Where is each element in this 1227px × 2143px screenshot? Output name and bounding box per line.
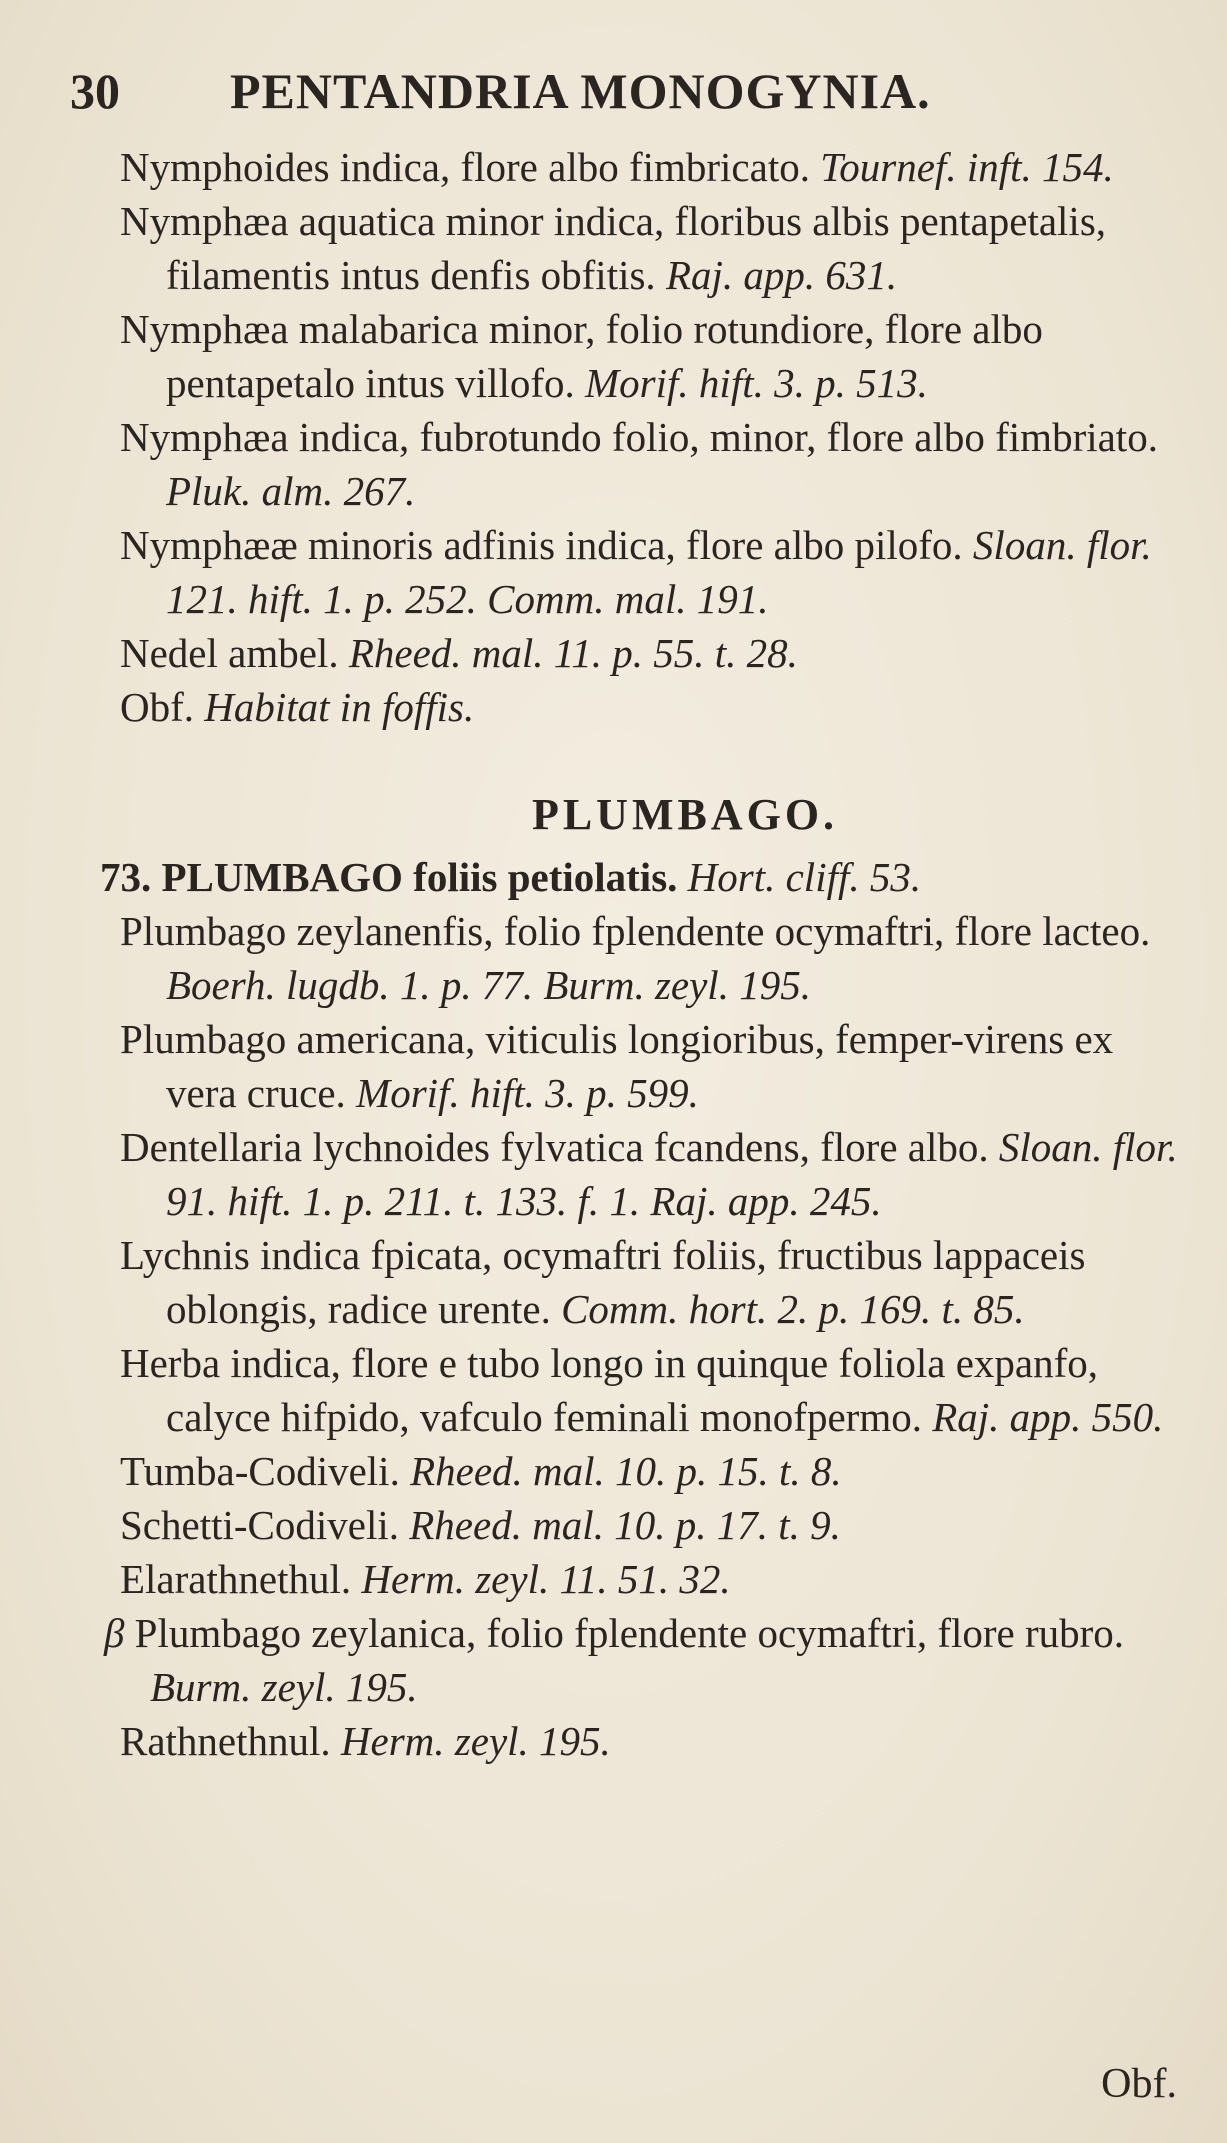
variety-entry bbox=[104, 1606, 1180, 1714]
species-number: 73. bbox=[100, 854, 152, 900]
synonym-entry bbox=[120, 518, 1180, 626]
synonym-text: Nedel ambel. bbox=[120, 630, 339, 676]
synonym-text: Nymphæa malabarica minor, folio rotundiore, flore albo pentapetalo intus villofo. bbox=[120, 306, 1043, 406]
synonym-reference: Raj. app. 550. bbox=[932, 1394, 1164, 1440]
synonym-reference: Herm. zeyl. 195. bbox=[340, 1718, 611, 1764]
synonym-entry bbox=[120, 1552, 1180, 1606]
synonym-entry bbox=[120, 1228, 1180, 1336]
synonym-entry bbox=[120, 904, 1180, 1012]
species-reference: Hort. cliff. 53. bbox=[687, 854, 922, 900]
synonym-text: Tumba-Codiveli. bbox=[120, 1448, 400, 1494]
synonym-reference: Rheed. mal. 11. p. 55. t. 28. bbox=[348, 630, 798, 676]
synonym-entry bbox=[120, 1498, 1180, 1552]
synonym-text: Lychnis indica fpicata, ocymaftri foliis, fructibus lappaceis oblongis, radice urente. bbox=[120, 1232, 1086, 1332]
synonym-text: Nymphææ minoris adfinis indica, flore albo pilofo. bbox=[120, 522, 963, 568]
synonym-text: Nymphæa aquatica minor indica, floribus albis pentapetalis, filamentis intus denfis obfitis. bbox=[120, 198, 1107, 298]
genus-heading: PLUMBAGO. bbox=[531, 790, 839, 839]
observation-label: Obf. bbox=[120, 684, 195, 730]
synonym-reference: Sloan. flor. 121. hift. 1. p. 252. Comm. mal. 191. bbox=[166, 522, 1152, 622]
synonym-text: Elarathnethul. bbox=[120, 1556, 352, 1602]
synonym-entry bbox=[120, 1444, 1180, 1498]
species-diagnosis: PLUMBAGO foliis petiolatis. bbox=[161, 854, 678, 900]
running-head: PENTANDRIA MONOGYNIA. bbox=[230, 63, 931, 119]
synonym-text: Plumbago americana, viticulis longioribus, femper-virens ex vera cruce. bbox=[120, 1016, 1114, 1116]
synonym-entry bbox=[120, 140, 1180, 194]
synonym-entry bbox=[120, 1336, 1180, 1444]
synonym-text: Dentellaria lychnoides fylvatica fcandens, flore albo. bbox=[120, 1124, 989, 1170]
page-number: 30 bbox=[70, 63, 120, 119]
synonym-reference: Herm. zeyl. 11. 51. 32. bbox=[361, 1556, 731, 1602]
observation-entry bbox=[120, 680, 1180, 734]
synonym-reference: Morif. hift. 3. p. 599. bbox=[356, 1070, 699, 1116]
synonym-text: Plumbago zeylanenfis, folio fplendente ocymaftri, flore lacteo. bbox=[120, 908, 1151, 954]
synonym-entry bbox=[120, 410, 1180, 518]
synonym-text: Rathnethnul. bbox=[120, 1718, 331, 1764]
synonym-reference: Sloan. flor. 91. hift. 1. p. 211. t. 133. f. 1. Raj. app. 245. bbox=[166, 1124, 1178, 1224]
synonym-reference: Morif. hift. 3. p. 513. bbox=[585, 360, 928, 406]
variety-reference: Burm. zeyl. 195. bbox=[150, 1664, 418, 1710]
synonym-reference: Pluk. alm. 267. bbox=[166, 468, 416, 514]
synonym-entry bbox=[120, 1714, 1180, 1768]
synonym-text: Herba indica, flore e tubo longo in quinque foliola expanfo, calyce hifpido, vafculo feminali monofpermo. bbox=[120, 1340, 1099, 1440]
variety-text: Plumbago zeylanica, folio fplendente ocymaftri, flore rubro. bbox=[134, 1610, 1125, 1656]
synonym-entry bbox=[120, 626, 1180, 680]
synonym-text: Nymphæa indica, fubrotundo folio, minor, flore albo fimbriato. bbox=[120, 414, 1158, 460]
variety-marker: β bbox=[104, 1610, 125, 1656]
synonym-text: Schetti-Codiveli. bbox=[120, 1502, 399, 1548]
synonym-reference: Rheed. mal. 10. p. 15. t. 8. bbox=[410, 1448, 842, 1494]
synonym-entry bbox=[120, 1012, 1180, 1120]
catchword: Obf. bbox=[1101, 2061, 1177, 2107]
page-header bbox=[70, 62, 1070, 132]
synonym-entry bbox=[120, 1120, 1180, 1228]
synonym-reference: Rheed. mal. 10. p. 17. t. 9. bbox=[409, 1502, 841, 1548]
synonym-reference: Raj. app. 631. bbox=[665, 252, 898, 298]
synonym-text: Nymphoides indica, flore albo fimbricato. bbox=[120, 144, 810, 190]
page-body bbox=[100, 140, 1180, 1768]
synonym-reference: Boerh. lugdb. 1. p. 77. Burm. zeyl. 195. bbox=[166, 962, 811, 1008]
observation-text: Habitat in foffis. bbox=[204, 684, 475, 730]
synonym-reference: Tournef. inft. 154. bbox=[820, 144, 1114, 190]
synonym-entry bbox=[120, 302, 1180, 410]
synonym-reference: Comm. hort. 2. p. 169. t. 85. bbox=[561, 1286, 1025, 1332]
synonym-entry bbox=[120, 194, 1180, 302]
species-entry bbox=[100, 850, 1180, 904]
